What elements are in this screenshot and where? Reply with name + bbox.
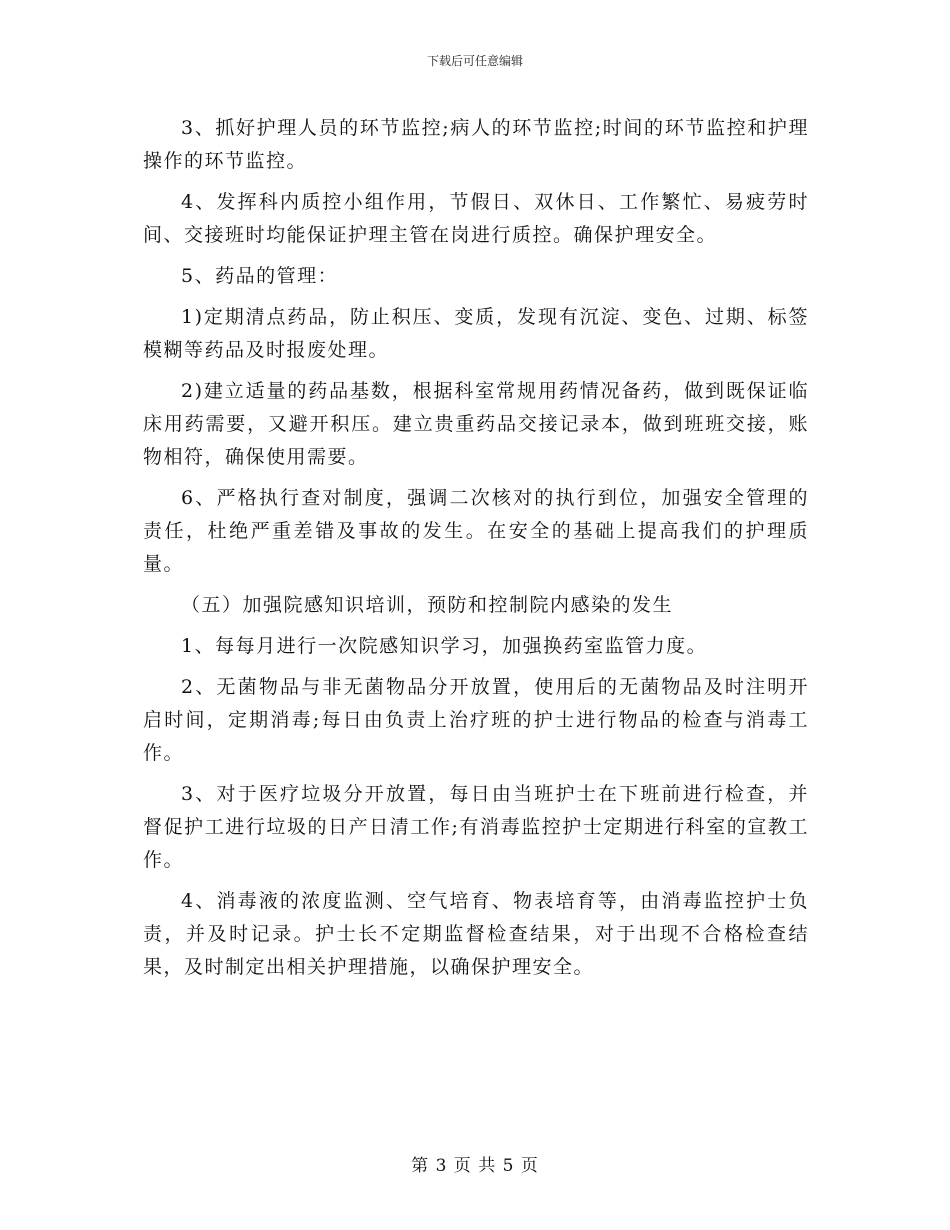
paragraph-infection-item-3: 3、对于医疗垃圾分开放置，每日由当班护士在下班前进行检查，并督促护工进行垃圾的日产日清工作;有消毒监控护士定期进行科室的宣教工作。 xyxy=(143,783,809,871)
document-body xyxy=(143,112,809,992)
paragraph-item-3-monitoring: 3、抓好护理人员的环节监控;病人的环节监控;时间的环节监控和护理操作的环节监控。 xyxy=(143,117,809,172)
paragraph-item-6-verification: 6、严格执行查对制度，强调二次核对的执行到位，加强安全管理的责任，杜绝严重差错及事故的发生。在安全的基础上提高我们的护理质量。 xyxy=(143,487,809,575)
paragraph-item-5-drug-management: 5、药品的管理： xyxy=(181,265,339,287)
paragraph-subitem-1-inventory: 1)定期清点药品，防止积压、变质，发现有沉淀、变色、过期、标签模糊等药品及时报废处理。 xyxy=(143,306,809,361)
paragraph-infection-item-4: 4、消毒液的浓度监测、空气培育、物表培育等，由消毒监控护士负责，并及时记录。护士长不定期监督检查结果，对于出现不合格检查结果，及时制定出相关护理措施，以确保护理安全。 xyxy=(143,890,809,978)
paragraph-item-4-quality-control: 4、发挥科内质控小组作用，节假日、双休日、工作繁忙、易疲劳时间、交接班时均能保证护理主管在岗进行质控。确保护理安全。 xyxy=(143,191,809,246)
paragraph-subitem-2-stock: 2)建立适量的药品基数，根据科室常规用药情况备药，做到既保证临床用药需要，又避开积压。建立贵重药品交接记录本，做到班班交接，账物相符，确保使用需要。 xyxy=(143,380,809,468)
paragraph-infection-item-2: 2、无菌物品与非无菌物品分开放置，使用后的无菌物品及时注明开启时间，定期消毒;每日由负责上治疗班的护士进行物品的检查与消毒工作。 xyxy=(143,676,809,764)
page-header: 下载后可任意编辑 xyxy=(426,54,523,68)
section-heading-five: （五）加强院感知识培训，预防和控制院内感染的发生 xyxy=(181,594,674,616)
paragraph-infection-item-1: 1、每每月进行一次院感知识学习，加强换药室监管力度。 xyxy=(181,635,708,657)
page-footer: 第 3 页 共 5 页 xyxy=(411,1156,539,1176)
